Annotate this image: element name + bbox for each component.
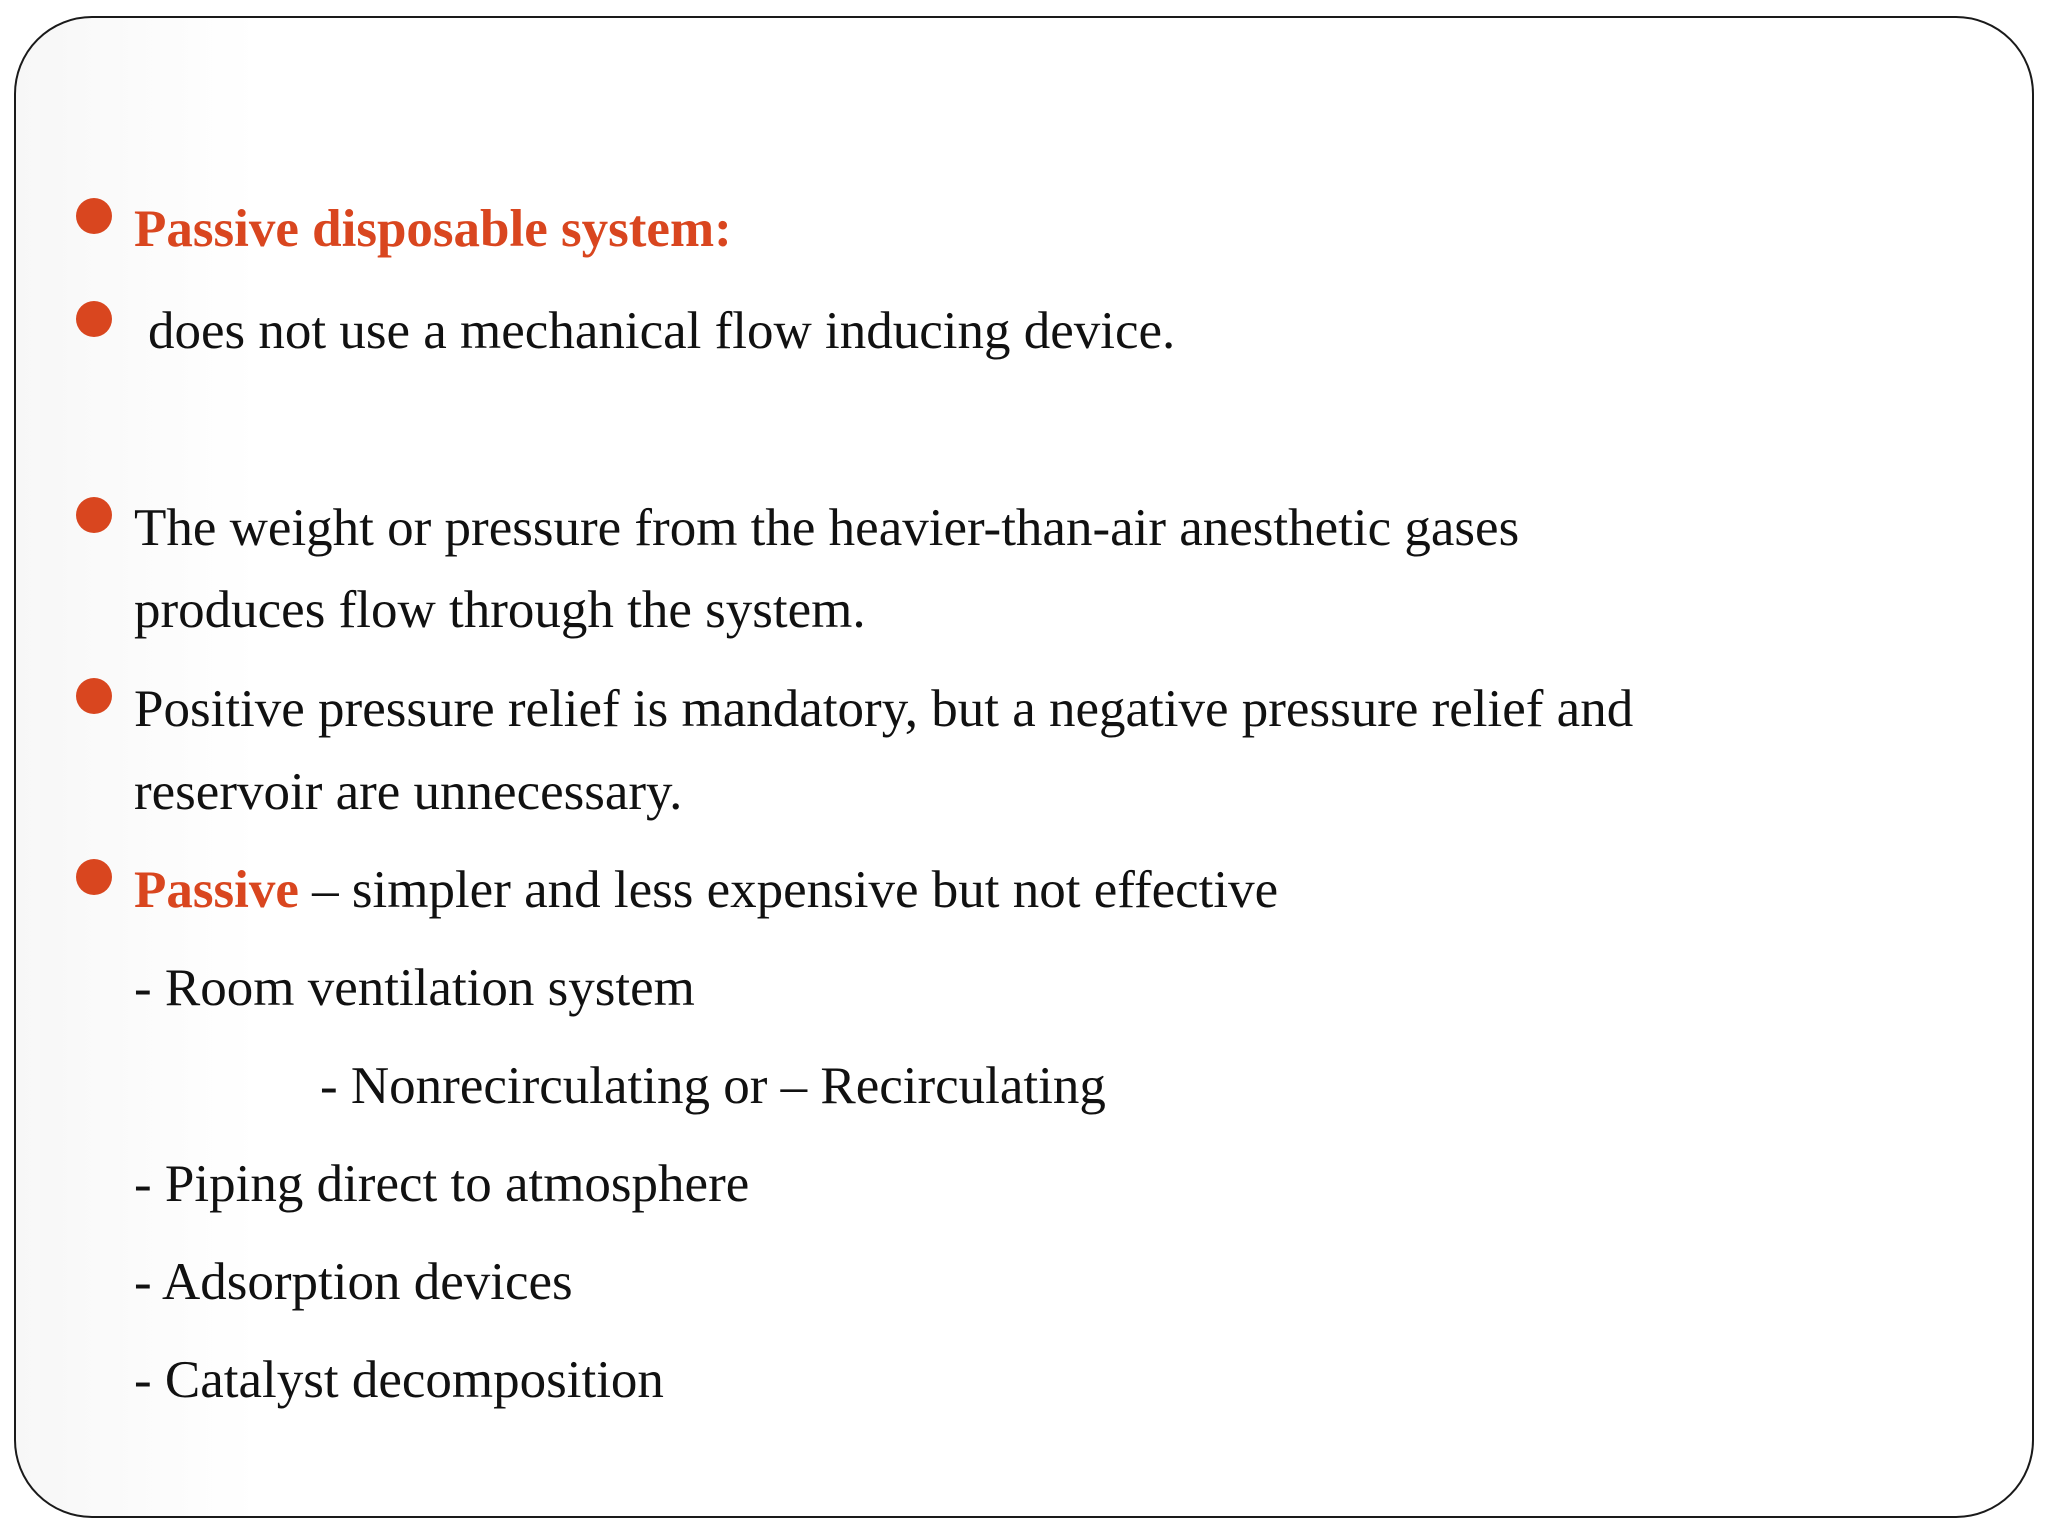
- bullet-text-weight-line2: produces flow through the system.: [134, 581, 866, 639]
- subitem-piping: - Piping direct to atmosphere: [134, 1155, 750, 1213]
- bullet-text-pressure-relief-line1: Positive pressure relief is mandatory, but a negative pressure relief and: [134, 680, 1634, 738]
- bullet-icon: [76, 497, 112, 533]
- bullet-icon: [76, 859, 112, 895]
- passive-description: – simpler and less expensive but not effective: [298, 861, 1279, 919]
- bullet-text-mechanical-flow: does not use a mechanical flow inducing device.: [148, 302, 1176, 360]
- subitem-room-ventilation: - Room ventilation system: [134, 959, 695, 1017]
- bullet-text-pressure-relief-line2: reservoir are unnecessary.: [134, 763, 683, 821]
- bullet-icon: [76, 198, 112, 234]
- passive-label: Passive: [134, 861, 299, 919]
- bullet-icon: [76, 301, 112, 337]
- bullet-icon: [76, 678, 112, 714]
- bullet-text-passive: [134, 861, 1279, 919]
- heading-passive-disposable-system: Passive disposable system:: [134, 200, 732, 258]
- bullet-text-weight-line1: The weight or pressure from the heavier-than-air anesthetic gases: [134, 499, 1520, 557]
- subitem-catalyst: - Catalyst decomposition: [134, 1351, 664, 1409]
- subitem-adsorption: - Adsorption devices: [134, 1253, 573, 1311]
- subitem-recirculating: - Nonrecirculating or – Recirculating: [320, 1057, 1106, 1115]
